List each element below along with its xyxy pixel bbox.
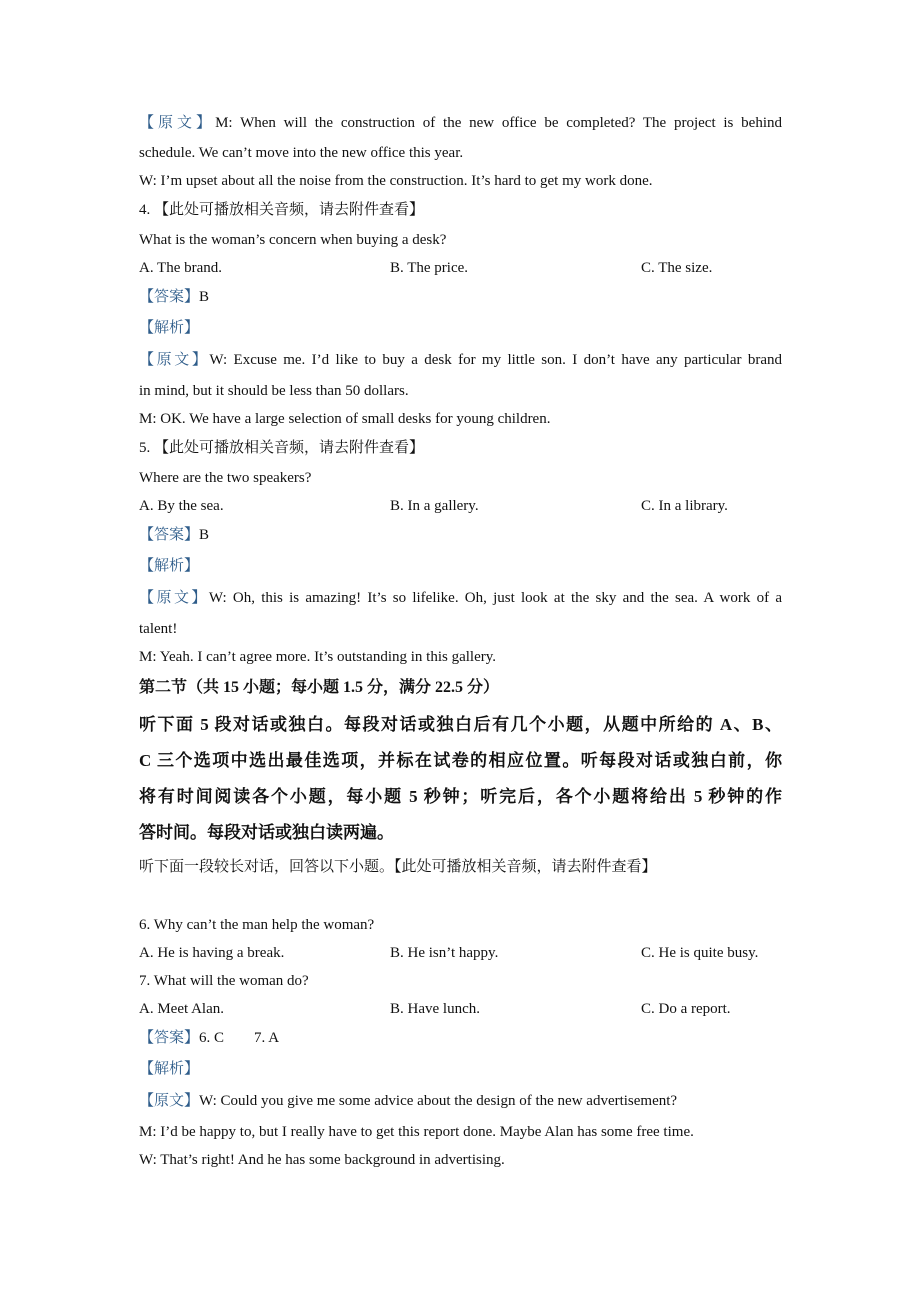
- q7-option-a: A. Meet Alan.: [139, 1001, 224, 1017]
- instructions-line-1: 听下面 5 段对话或独白。每段对话或独白后有几个小题，从题中所给的 A、B、: [139, 715, 782, 734]
- q5-transcript-line-3: M: Yeah. I can’t agree more. It’s outstanding in this gallery.: [139, 649, 497, 665]
- q5-answer: 【答案】B: [139, 527, 210, 543]
- q5-option-b: B. In a gallery.: [390, 498, 479, 514]
- q67-transcript-line-3: W: That’s right! And he has some background in advertising.: [139, 1152, 505, 1168]
- instructions-line-3: 将有时间阅读各个小题，每小题 5 秒钟；听完后，各个小题将给出 5 秒钟的作: [139, 787, 782, 806]
- q3-transcript-line-3: W: I’m upset about all the noise from the construction. It’s hard to get my work done.: [139, 173, 653, 189]
- q4-transcript-line-1: 【原文】W: Excuse me. I’d like to buy a desk for my little son. I don’t have any particular brand: [139, 352, 782, 368]
- yuanwen-tag: 【原文】: [139, 590, 209, 606]
- q67-transcript-line-1: 【原文】W: Could you give me some advice about the design of the new advertisement?: [139, 1093, 678, 1109]
- audio-link: 【此处可播放相关音频，请去附件查看】: [394, 859, 657, 875]
- q7-question: 7. What will the woman do?: [139, 973, 309, 989]
- q4-option-a: A. The brand.: [139, 260, 223, 276]
- answer-tag: 【答案】: [139, 289, 200, 305]
- q5-option-a: A. By the sea.: [139, 498, 224, 514]
- yuanwen-tag: 【原文】: [139, 115, 216, 131]
- instructions-line-2: C 三个选项中选出最佳选项，并标在试卷的相应位置。听每段对话或独白前，你: [139, 751, 782, 770]
- q3-transcript-line-1: 【原文】M: When will the construction of the new office be completed? The project is behind: [139, 115, 782, 131]
- yuanwen-tag: 【原文】: [139, 1093, 200, 1109]
- q4-analysis-tag: 【解析】: [139, 320, 200, 336]
- yuanwen-tag: 【原文】: [139, 352, 210, 368]
- q67-answer: 【答案】6. C 7. A: [139, 1030, 280, 1046]
- q5-option-c: C. In a library.: [641, 498, 728, 514]
- audio-link: 【此处可播放相关音频，请去附件查看】: [154, 202, 425, 218]
- q3-transcript-line-2: schedule. We can’t move into the new office this year.: [139, 145, 464, 161]
- q5-transcript-line-1: 【原文】W: Oh, this is amazing! It’s so lifelike. Oh, just look at the sky and the sea. A work of a: [139, 590, 782, 606]
- q67-transcript-line-2: M: I’d be happy to, but I really have to get this report done. Maybe Alan has some free time.: [139, 1124, 694, 1140]
- q5-header: 5. 【此处可播放相关音频，请去附件查看】: [139, 440, 425, 456]
- q4-header: 4. 【此处可播放相关音频，请去附件查看】: [139, 202, 425, 218]
- instructions-line-4: 答时间。每段对话或独白读两遍。: [139, 823, 394, 842]
- q6-option-a: A. He is having a break.: [139, 945, 285, 961]
- q6-option-c: C. He is quite busy.: [641, 945, 759, 961]
- q4-question: What is the woman’s concern when buying a desk?: [139, 232, 447, 248]
- q5-question: Where are the two speakers?: [139, 470, 312, 486]
- q4-transcript-line-2: in mind, but it should be less than 50 dollars.: [139, 383, 409, 399]
- q5-transcript-line-2: talent!: [139, 621, 178, 637]
- answer-tag: 【答案】: [139, 1030, 200, 1046]
- q4-option-c: C. The size.: [641, 260, 713, 276]
- q7-option-b: B. Have lunch.: [390, 1001, 480, 1017]
- section-intro: 听下面一段较长对话，回答以下小题。【此处可播放相关音频，请去附件查看】: [139, 859, 657, 875]
- q7-option-c: C. Do a report.: [641, 1001, 731, 1017]
- q6-question: 6. Why can’t the man help the woman?: [139, 917, 375, 933]
- q5-analysis-tag: 【解析】: [139, 558, 200, 574]
- q6-option-b: B. He isn’t happy.: [390, 945, 499, 961]
- section-heading: 第二节（共 15 小题；每小题 1.5 分，满分 22.5 分）: [139, 679, 500, 696]
- q67-analysis-tag: 【解析】: [139, 1061, 200, 1077]
- q4-option-b: B. The price.: [390, 260, 469, 276]
- audio-link: 【此处可播放相关音频，请去附件查看】: [154, 440, 425, 456]
- q4-answer: 【答案】B: [139, 289, 210, 305]
- answer-tag: 【答案】: [139, 527, 200, 543]
- q4-transcript-line-3: M: OK. We have a large selection of small desks for young children.: [139, 411, 551, 427]
